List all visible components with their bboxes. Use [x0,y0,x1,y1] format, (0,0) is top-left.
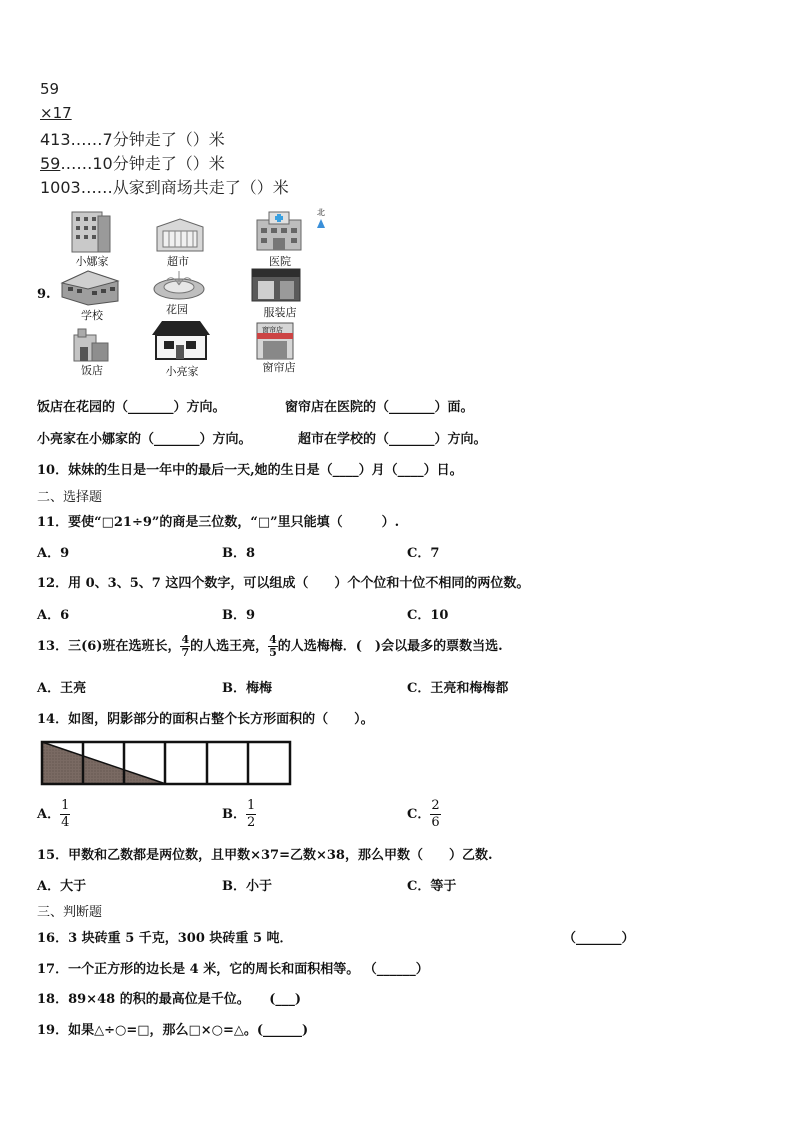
q12-option-b: B．9 [222,608,256,623]
q14-option-b: B． $\frac{1}{2}$ [222,798,256,830]
clothing-store-icon [250,267,302,303]
q13-pre: 13．三(6)班在选班长， [37,639,181,654]
q11-option-b: B．8 [222,546,256,561]
question-14: 14．如图，阴影部分的面积占整个长方形面积的（ ）。 [37,712,374,727]
q13-option-a: A．王亮 [37,681,87,696]
house-icon [150,319,212,361]
q12-option-c: C．10 [407,608,449,623]
q13-option-b: B．梅梅 [222,681,272,696]
school-icon [58,267,124,307]
question-15: 15．甲数和乙数都是两位数，且甲数×37=乙数×38，那么甲数（ ）乙数. [37,848,493,863]
map-label-curtain: 窗帘店 [262,361,296,374]
q9-supermarket: 超市在学校的（_______）方向。 [298,432,487,447]
map-figure [0,205,360,385]
hospital-icon [253,210,305,254]
q11-option-a: A．9 [37,546,70,561]
q13-post: 的人选梅梅．( )会以最多的票数当选. [277,639,503,654]
fountain-garden-icon [152,267,206,301]
q14-option-c: C． $\frac{2}{6}$ [407,798,440,830]
calc-line-1: 59 [40,80,60,98]
fraction-1-4: $\frac{1}{4}$ [61,798,70,830]
q15-option-a: A．大于 [37,879,87,894]
map-label-xiaoliang: 小亮家 [165,365,199,378]
north-label: 北 [317,208,325,217]
question-19: 19．如果△÷○=□，那么□×○=△。(______) [37,1023,309,1038]
q9-xiaoliang: 小亮家在小娜家的（_______）方向。 [37,432,252,447]
calc-line-5: 1003……从家到商场共走了（）米 [40,178,289,197]
calc-line-3: 413……7分钟走了（）米 [40,130,225,149]
calc-line-2: ×17 [40,104,72,122]
map-label-clothing: 服装店 [263,306,297,319]
calc-line-4-text: ……10分钟走了（）米 [60,154,225,173]
supermarket-icon [155,217,205,253]
q14-option-a: A． $\frac{1}{4}$ [37,798,70,830]
section-judge-heading: 三、判断题 [37,905,103,920]
q15-option-b: B．小于 [222,879,272,894]
q15-option-c: C．等于 [407,879,457,894]
apartment-building-icon [68,210,112,254]
q9-restaurant: 饭店在花园的（_______）方向。 [37,400,226,415]
fraction-4-5: $\frac{4}{5}$ [269,633,277,659]
q13-option-c: C．王亮和梅梅都 [407,681,509,696]
restaurant-icon [70,327,110,363]
q11-option-c: C．7 [407,546,440,561]
question-18: 18．89×48 的积的最高位是千位。 (___) [37,992,301,1007]
question-12: 12．用 0、3、5、7 这四个数字，可以组成（ ）个个位和十位不相同的两位数。 [37,576,530,591]
curtain-store-sign: 窗帘店 [262,326,283,334]
fraction-1-2: $\frac{1}{2}$ [247,798,256,830]
map-label-xiaona: 小娜家 [75,255,109,268]
question-17: 17．一个正方形的边长是 4 米，它的周长和面积相等。 （______） [37,962,429,977]
fraction-2-6: $\frac{2}{6}$ [431,798,440,830]
map-label-restaurant: 饭店 [81,364,103,377]
map-label-school: 学校 [81,309,103,322]
calc-line-4-num: 59 [40,154,61,173]
shaded-rectangle-figure [40,740,292,786]
q9-number: 9. [37,287,51,302]
question-13 [37,632,503,662]
map-label-garden: 花园 [166,303,188,316]
north-arrow-icon [317,219,325,229]
question-10: 10．妹妹的生日是一年中的最后一天,她的生日是（____）月（____）日。 [37,463,463,478]
fraction-4-7: $\frac{4}{7}$ [181,633,190,659]
question-16: 16．3 块砖重 5 千克，300 块砖重 5 吨． [37,931,293,946]
question-11: 11．要使“□21÷9”的商是三位数，“□”里只能填（ ）. [37,515,400,530]
section-choice-heading: 二、选择题 [37,490,103,505]
q12-option-a: A．6 [37,608,70,623]
q16-answer-blank: （_______） [563,931,635,946]
q13-mid: 的人选王亮， [190,639,269,654]
map-label-hospital: 医院 [269,255,291,268]
calc-line-4 [40,151,225,174]
q9-curtain: 窗帘店在医院的（_______）面。 [285,400,474,415]
map-label-supermarket: 超市 [167,255,189,268]
